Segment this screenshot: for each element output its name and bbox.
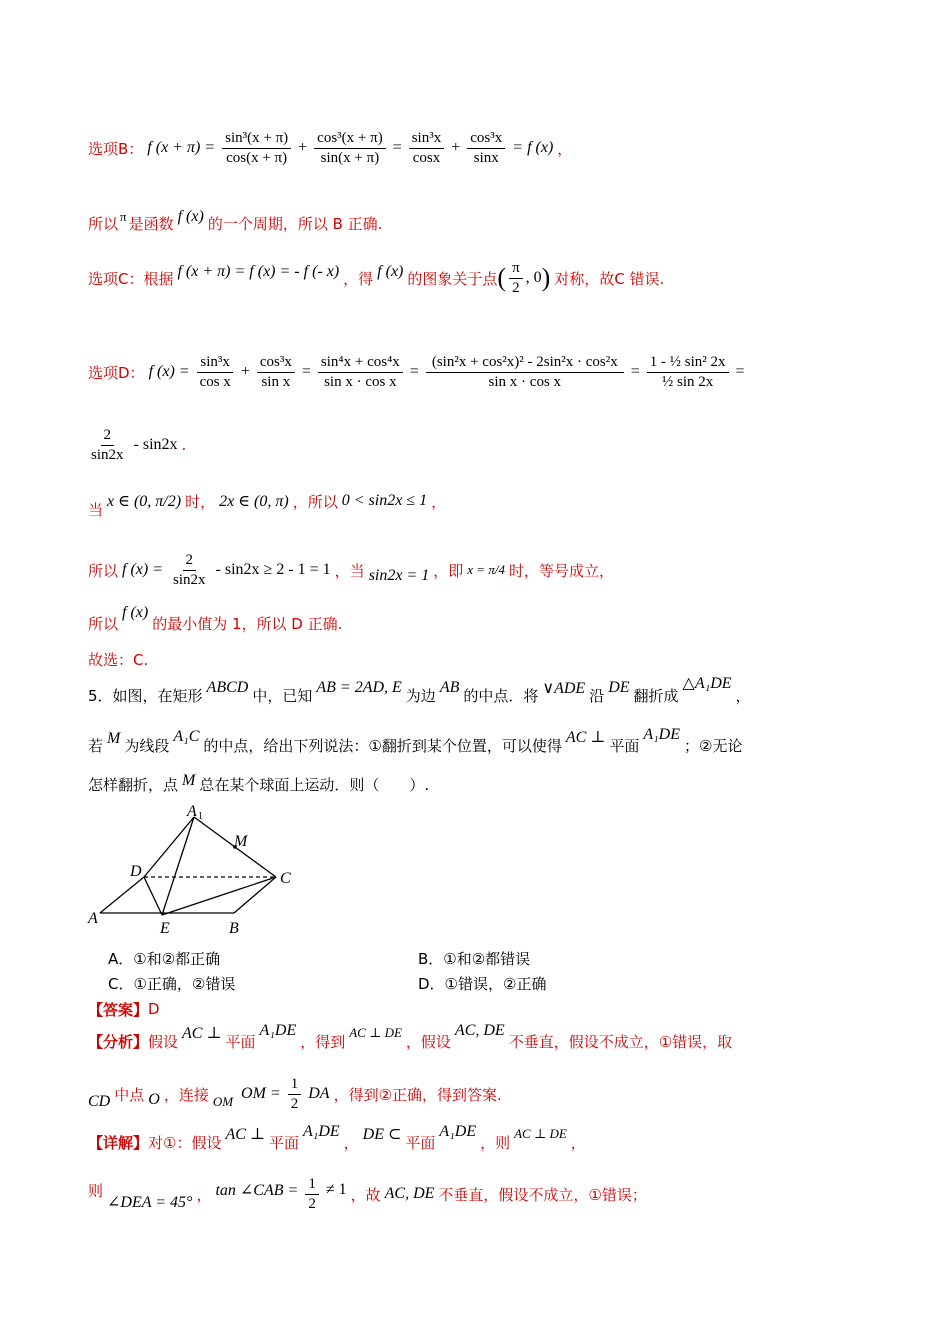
analysis-line-1: [88, 1024, 732, 1058]
option-d-fraction-1: $\frac{\text{sin³x}}{\text{cos x}}$: [197, 354, 234, 391]
option-c-text-1: 选项C：根据: [88, 269, 174, 288]
detail-text-6: ，: [570, 1133, 586, 1152]
analysis-text-connect: ，连接: [163, 1085, 209, 1104]
option-b-line: [88, 126, 572, 170]
detail-line-1: [88, 1124, 586, 1160]
q5-text-segment: 为线段: [124, 736, 170, 755]
question-5-line-3: [88, 770, 429, 798]
detail-text-9: ，故: [350, 1185, 381, 1204]
when-text-3: ，所以: [292, 492, 338, 511]
comma: ，: [557, 139, 573, 158]
q5-text-a: 5．如图，在矩形: [88, 686, 203, 705]
detail-text-2: 平面: [268, 1133, 299, 1152]
analysis-text-1: 假设: [148, 1032, 179, 1051]
q5-math-a1c: A₁C: [173, 728, 200, 745]
option-b-rhs: = f (x): [512, 139, 554, 156]
analysis-text-midpoint: 中点: [114, 1085, 145, 1104]
min-text-4: 时，等号成立，: [508, 561, 614, 580]
equals-sign: =: [301, 363, 311, 380]
detail-text-4: 平面: [405, 1133, 436, 1152]
detail-fraction: $\frac{1}{2}$: [305, 1176, 319, 1213]
answer-line: [88, 998, 160, 1020]
period-line: [88, 206, 382, 240]
plus-sign: +: [451, 139, 461, 156]
analysis-math-2: A₁DE: [259, 1022, 297, 1039]
period-fx: f (x): [177, 208, 204, 225]
option-b-fraction-4: $\frac{\text{cos³x}}{\sin x}$: [467, 130, 505, 167]
equals-sign: =: [409, 363, 419, 380]
option-b-fraction-3: $\frac{\text{sin³x}}{\cos x}$: [409, 130, 445, 167]
option-d[interactable]: D．①错误，②正确: [418, 975, 547, 993]
detail-math-1: AC ⊥: [225, 1126, 265, 1143]
analysis-math-om: OM: [212, 1094, 234, 1109]
q5-math-ade: ∨ADE: [542, 680, 586, 697]
detail-math-2: A₁DE: [302, 1123, 340, 1140]
when-text-1: 当: [88, 500, 104, 519]
edge-a1e: [162, 817, 194, 915]
option-d-lhs: f (x) =: [148, 363, 190, 380]
option-c-equation: f (x + π) = f (x) = - f (- x): [177, 263, 340, 280]
label-c: C: [280, 870, 291, 887]
q5-text-c: 为边: [405, 686, 436, 705]
continuation-fraction: $\frac{2}{\sin 2x}$: [91, 426, 124, 463]
analysis-fraction: $\frac{1}{2}$: [288, 1076, 302, 1113]
detail-math-8: ≠ 1: [325, 1181, 347, 1198]
min-fx: f (x) =: [122, 561, 164, 578]
min-value-text-2: 的最小值为 1，所以 D 正确.: [152, 614, 343, 633]
option-c-text-2: ，得: [343, 269, 374, 288]
min-text-3: ，即: [433, 561, 464, 580]
analysis-math-4: AC, DE: [454, 1022, 505, 1039]
edge-ec: [162, 877, 276, 915]
min-text-1: 所以: [88, 561, 119, 580]
detail-line-2: [88, 1172, 647, 1216]
comma: ，: [735, 686, 751, 705]
q5-text-e: 沿: [589, 686, 605, 705]
option-d-fraction-2: $\frac{\text{cos³x}}{\text{sin x}}$: [257, 354, 295, 391]
edge-ad: [100, 877, 144, 913]
option-d-fraction-5: $\frac{\text{1 - ½ sin² 2x}}{\text{½ sin 2x}}$: [647, 354, 729, 391]
edge-bc: [234, 877, 276, 913]
pi-symbol: π: [120, 209, 127, 224]
label-a1-sub: 1: [198, 811, 203, 822]
detail-text-3: ，: [343, 1133, 359, 1152]
period-text-1: 所以: [88, 214, 119, 233]
analysis-math-om-eq: OM =: [241, 1085, 281, 1102]
label-d: D: [130, 863, 142, 880]
equals-sign: =: [735, 363, 745, 380]
choice-line: 故选：C.: [88, 650, 149, 669]
analysis-math-o: O: [148, 1091, 160, 1108]
detail-text-8: ，: [196, 1185, 212, 1204]
detail-math-4: A₁DE: [439, 1123, 477, 1140]
equals-sign: =: [630, 363, 640, 380]
q5-text-statements: 的中点，给出下列说法：①翻折到某个位置，可以使得: [203, 736, 562, 755]
geometry-figure: [84, 800, 304, 940]
option-b-fraction-2: $\frac{\text{cos³(x + π)}}{\sin(x + \pi)}$: [314, 130, 386, 167]
min-fraction: $\frac{2}{\sin 2x}$: [173, 551, 206, 588]
q5-text-how: 怎样翻折，点: [88, 775, 179, 794]
q5-math-de: DE: [608, 679, 630, 696]
detail-tag: 【详解】: [88, 1133, 149, 1152]
option-b-label: 选项B：: [88, 139, 144, 158]
q5-text-regardless: ；②无论: [684, 736, 743, 755]
period-text-3: 的一个周期，所以 B 正确.: [207, 214, 383, 233]
option-c[interactable]: C．①正确，②错误: [108, 975, 236, 993]
analysis-text-3: ，得到: [300, 1032, 346, 1051]
option-d-fraction-4: $\frac{\text{(sin²x + cos²x)² - 2sin²x · cos²x}}{\text{sin x · cos x}}$: [426, 354, 624, 391]
option-c-text-4: 对称，故C 错误.: [554, 269, 665, 288]
period-text-2: 是函数: [128, 214, 174, 233]
label-b: B: [229, 920, 239, 937]
min-text-2: ，当: [334, 561, 365, 580]
detail-math-7: tan ∠CAB =: [215, 1182, 299, 1199]
when-line: [88, 478, 446, 524]
q5-text-plane: 平面: [609, 736, 640, 755]
left-paren: (: [497, 263, 507, 292]
q5-text-f: 翻折成: [633, 686, 679, 705]
analysis-text-result: ，得到②正确，得到答案.: [333, 1085, 502, 1104]
q5-text-sphere: 总在某个球面上运动．则（ ）.: [199, 775, 430, 794]
q5-text-if: 若: [88, 736, 104, 755]
answer-value: D: [148, 1000, 160, 1018]
comma: ，: [431, 492, 447, 511]
analysis-math-3: AC ⊥ DE: [349, 1025, 402, 1040]
analysis-math-1: AC ⊥: [182, 1025, 222, 1042]
min-x-value: x = π/4: [467, 562, 505, 577]
detail-text-1: 对①：假设: [148, 1133, 222, 1152]
q5-math-m: M: [107, 730, 121, 747]
option-c-text-3: 的图象关于点: [407, 269, 498, 288]
when-text-2: 时，: [185, 492, 216, 511]
analysis-text-5: 不垂直，假设不成立，①错误，取: [508, 1032, 733, 1051]
analysis-line-2: [88, 1072, 502, 1116]
q5-math-ab2: AB: [439, 679, 460, 696]
min-line: [88, 548, 614, 592]
q5-math-abcd: ABCD: [206, 679, 249, 696]
label-e: E: [160, 920, 170, 937]
detail-math-3: DE ⊂: [362, 1126, 402, 1143]
min-inequality: - sin2x ≥ 2 - 1 = 1: [215, 561, 331, 578]
answer-tag: 【答案】: [88, 1000, 149, 1019]
detail-math-6: ∠DEA = 45°: [107, 1194, 193, 1211]
min-value-text-1: 所以: [88, 614, 119, 633]
detail-text-5: ，则: [480, 1133, 511, 1152]
detail-math-9: AC, DE: [384, 1185, 435, 1202]
continuation-tail: - sin2x: [133, 436, 178, 453]
point-fraction: $\frac{\pi}{2}$: [509, 260, 523, 297]
q5-text-d: 的中点．将: [463, 686, 539, 705]
analysis-tag: 【分析】: [88, 1032, 149, 1051]
q5-text-b: 中，已知: [252, 686, 313, 705]
option-d-label: 选项D：: [88, 363, 145, 382]
min-value-line: [88, 600, 342, 634]
q5-math-ab: AB = 2AD, E: [316, 679, 402, 696]
option-b[interactable]: B．①和②都错误: [418, 950, 531, 968]
detail-text-7: 则: [88, 1181, 104, 1200]
label-a: A: [88, 910, 98, 927]
question-5-line-2: [88, 728, 742, 762]
equals-sign: =: [392, 139, 402, 156]
detail-math-5: AC ⊥ DE: [514, 1126, 567, 1141]
edge-de: [144, 877, 162, 915]
option-d-fraction-3: $\frac{\text{sin⁴x + cos⁴x}}{\text{sin x · cos x}}$: [318, 354, 403, 391]
right-paren: ): [541, 263, 551, 292]
option-b-lhs: f (x + π) =: [147, 139, 216, 156]
q5-math-a1de-2: A₁DE: [643, 726, 681, 743]
point-tail: , 0: [525, 269, 542, 286]
option-c-fx: f (x): [377, 263, 404, 280]
analysis-text-4: ，假设: [405, 1032, 451, 1051]
option-d-continuation: [88, 424, 186, 466]
min-condition: sin2x = 1: [368, 567, 430, 584]
detail-text-10: 不垂直，假设不成立，①错误；: [438, 1185, 647, 1204]
analysis-text-2: 平面: [225, 1032, 256, 1051]
period-mark: .: [181, 436, 187, 454]
question-5-line-1: [88, 675, 751, 712]
edge-a1d: [144, 817, 194, 877]
option-b-fraction-1: $\frac{\text{sin³(x + π)}}{\cos(x + \pi)}$: [222, 130, 291, 167]
when-bound: 0 < sin2x ≤ 1: [341, 492, 428, 509]
q5-math-ac-perp: AC ⊥: [565, 729, 606, 746]
plus-sign: +: [298, 139, 308, 156]
q5-math-m2: M: [182, 772, 196, 789]
label-a1: A: [187, 803, 197, 820]
q5-math-a1de: △A₁DE: [682, 675, 732, 692]
when-condition: x ∈ (0, π/2): [107, 493, 182, 510]
min-value-fx: f (x): [122, 604, 149, 621]
option-d-line: [88, 334, 749, 410]
label-m: M: [234, 833, 248, 850]
when-interval: 2x ∈ (0, π): [219, 493, 289, 510]
option-c-line: [88, 256, 664, 300]
plus-sign: +: [240, 363, 250, 380]
analysis-math-da: DA: [308, 1085, 330, 1102]
analysis-math-cd: CD: [88, 1093, 111, 1110]
option-a[interactable]: A．①和②都正确: [108, 950, 221, 968]
